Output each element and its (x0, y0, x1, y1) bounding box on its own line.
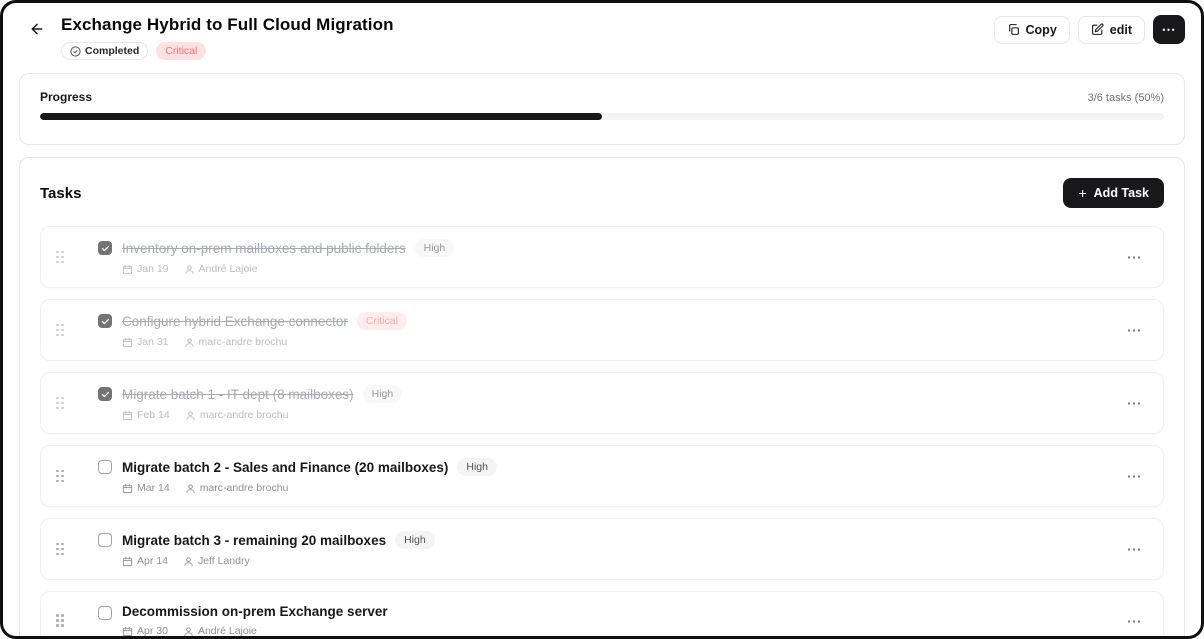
task-title: Configure hybrid Exchange connector (122, 313, 348, 329)
task-checkbox[interactable] (98, 314, 112, 328)
task-due-label: Feb 14 (137, 409, 170, 421)
task-menu-button[interactable]: ⋯ (1121, 246, 1150, 268)
edit-button-label: edit (1109, 22, 1132, 37)
task-due-label: Mar 14 (137, 482, 170, 494)
task-due-label: Apr 14 (137, 555, 168, 567)
task-body (122, 531, 435, 567)
task-meta (122, 482, 497, 494)
task-menu-button[interactable]: ⋯ (1121, 465, 1150, 487)
task-assignee (183, 555, 250, 567)
more-actions-button[interactable]: ⋯ (1153, 15, 1185, 44)
plus-icon: + (1078, 185, 1087, 201)
task-checkbox[interactable] (98, 387, 112, 401)
task-title: Inventory on-prem mailboxes and public folders (122, 240, 406, 256)
task-row-content (53, 604, 1121, 637)
task-title: Decommission on-prem Exchange server (122, 604, 388, 619)
task-menu-button[interactable]: ⋯ (1121, 319, 1150, 341)
task-assignee (185, 409, 289, 421)
add-task-label: Add Task (1093, 186, 1149, 200)
progress-head (40, 90, 1164, 104)
task-priority-badge: High (415, 239, 455, 257)
task-row[interactable] (40, 372, 1164, 434)
calendar-icon (122, 483, 133, 494)
task-checkbox[interactable] (98, 606, 112, 620)
task-row-content (53, 239, 1121, 275)
task-due-label: Apr 30 (137, 625, 168, 637)
task-row-content (53, 531, 1121, 567)
progress-bar-track (40, 113, 1164, 120)
drag-handle-icon[interactable] (56, 470, 64, 483)
copy-button-label: Copy (1025, 22, 1057, 37)
drag-handle-icon[interactable] (56, 543, 64, 556)
edit-button[interactable] (1078, 16, 1145, 44)
task-row[interactable] (40, 445, 1164, 507)
task-title: Migrate batch 2 - Sales and Finance (20 mailboxes) (122, 459, 449, 475)
task-due (122, 555, 168, 567)
task-menu-button[interactable]: ⋯ (1121, 538, 1150, 560)
task-assignee (184, 263, 258, 275)
task-meta (122, 555, 435, 567)
task-body (122, 458, 497, 494)
task-body (122, 239, 454, 275)
person-icon (184, 264, 195, 275)
page-title: Exchange Hybrid to Full Cloud Migration (61, 15, 394, 34)
calendar-icon (122, 626, 133, 637)
task-due (122, 336, 169, 348)
task-meta (122, 625, 388, 637)
task-meta (122, 263, 454, 275)
task-meta (122, 336, 407, 348)
task-due (122, 482, 170, 494)
check-icon (101, 244, 110, 253)
arrow-left-icon (29, 21, 45, 37)
task-assignee-label: marc-andre brochu (198, 336, 288, 348)
task-row[interactable] (40, 591, 1164, 639)
add-task-button[interactable] (1063, 178, 1164, 208)
task-assignee (185, 482, 289, 494)
task-assignee (183, 625, 257, 637)
task-menu-button[interactable]: ⋯ (1121, 392, 1150, 414)
edit-icon (1091, 23, 1104, 36)
header-badges (61, 42, 394, 60)
task-due-label: Jan 31 (137, 336, 169, 348)
task-assignee-label: Jeff Landry (197, 555, 250, 567)
task-assignee-label: marc-andre brochu (199, 409, 289, 421)
task-assignee (184, 336, 288, 348)
title-block (61, 15, 394, 60)
task-due-label: Jan 19 (137, 263, 169, 275)
progress-card (19, 73, 1185, 145)
task-priority-badge: High (395, 531, 435, 549)
tasks-title: Tasks (40, 184, 82, 202)
check-icon (101, 390, 110, 399)
calendar-icon (122, 556, 133, 567)
drag-handle-icon[interactable] (56, 324, 64, 337)
task-priority-badge: High (457, 458, 497, 476)
task-title: Migrate batch 3 - remaining 20 mailboxes (122, 532, 387, 548)
task-row[interactable] (40, 299, 1164, 361)
person-icon (183, 626, 194, 637)
back-button[interactable] (19, 15, 49, 37)
progress-fill (40, 113, 602, 120)
task-priority-badge: High (363, 385, 403, 403)
task-body (122, 312, 407, 348)
tasks-card (19, 157, 1185, 639)
check-circle-icon (70, 46, 81, 57)
task-list (40, 226, 1164, 639)
header-actions (994, 15, 1185, 44)
copy-icon (1007, 23, 1020, 36)
task-assignee-label: marc-andre brochu (199, 482, 289, 494)
task-row[interactable] (40, 226, 1164, 288)
task-due (122, 409, 170, 421)
task-assignee-label: André Lajoie (198, 263, 258, 275)
task-title: Migrate batch 1 - IT dept (8 mailboxes) (122, 386, 354, 402)
person-icon (184, 337, 195, 348)
tasks-head (40, 178, 1164, 208)
task-body (122, 604, 388, 637)
header-left (19, 15, 394, 60)
calendar-icon (122, 410, 133, 421)
copy-button[interactable] (994, 16, 1070, 44)
person-icon (183, 556, 194, 567)
status-badge (61, 42, 148, 60)
task-due (122, 263, 169, 275)
calendar-icon (122, 337, 133, 348)
task-menu-button[interactable]: ⋯ (1121, 610, 1150, 632)
task-row-content (53, 312, 1121, 348)
task-checkbox[interactable] (98, 241, 112, 255)
status-badge-label: Completed (85, 45, 140, 57)
person-icon (185, 410, 196, 421)
task-body (122, 385, 402, 421)
task-row-content (53, 458, 1121, 494)
drag-handle-icon[interactable] (56, 397, 64, 410)
task-priority-badge: Critical (357, 312, 407, 330)
task-meta (122, 409, 402, 421)
task-assignee-label: André Lajoie (197, 625, 257, 637)
check-icon (101, 317, 110, 326)
priority-badge: Critical (156, 42, 206, 60)
task-due (122, 625, 168, 637)
task-checkbox[interactable] (98, 460, 112, 474)
task-row[interactable] (40, 518, 1164, 580)
person-icon (185, 483, 196, 494)
calendar-icon (122, 264, 133, 275)
task-row-content (53, 385, 1121, 421)
header (3, 3, 1201, 60)
progress-label: Progress (40, 90, 93, 104)
drag-handle-icon[interactable] (56, 614, 64, 627)
drag-handle-icon[interactable] (56, 251, 64, 264)
progress-summary: 3/6 tasks (50%) (1087, 92, 1164, 104)
task-checkbox[interactable] (98, 533, 112, 547)
